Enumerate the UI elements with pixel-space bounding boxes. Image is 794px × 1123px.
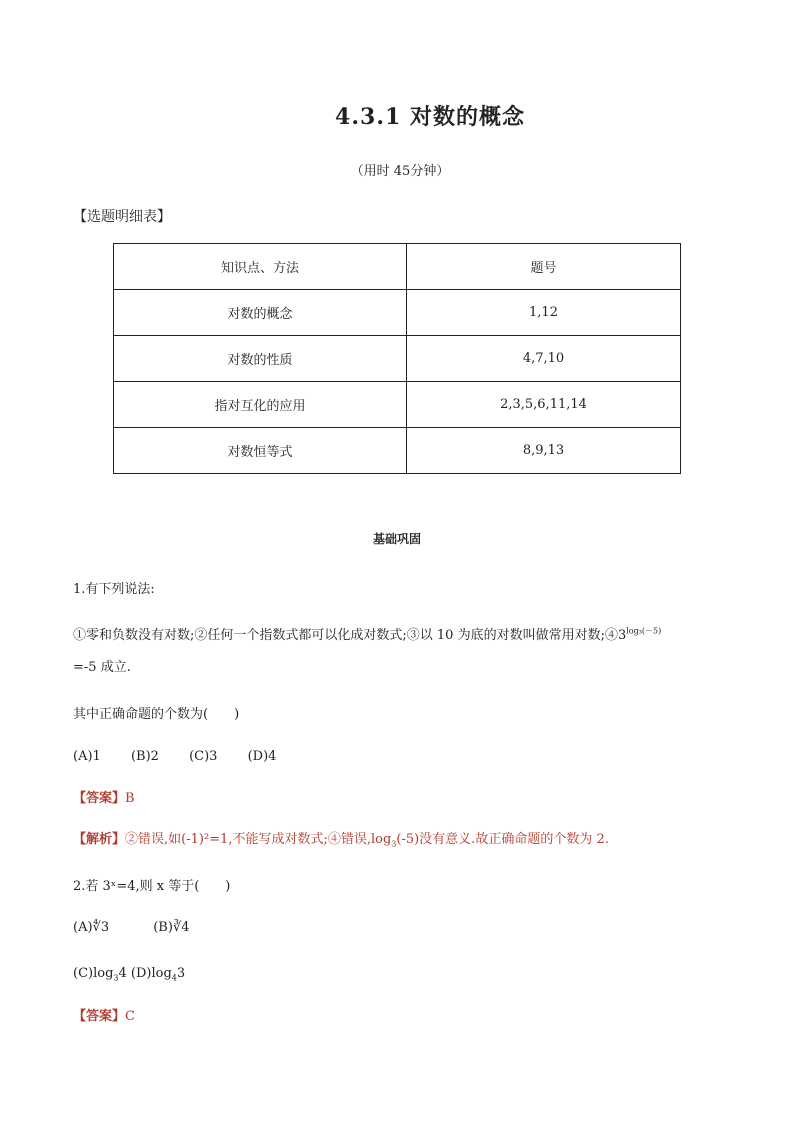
q1-analysis — [73, 828, 609, 849]
analysis-subscript: 3 — [391, 839, 397, 849]
table-cell: 4,7,10 — [407, 336, 681, 382]
topic-table — [113, 243, 681, 474]
table-row — [114, 382, 681, 428]
q1-exponent: log₃(－5) — [626, 626, 662, 636]
table-row — [114, 428, 681, 474]
table-header-row — [114, 244, 681, 290]
table-header: 题号 — [407, 244, 681, 290]
table-cell: 2,3,5,6,11,14 — [407, 382, 681, 428]
table-header: 知识点、方法 — [114, 244, 407, 290]
analysis-text: ②错误,如(-1)²=1,不能写成对数式;④错误,log — [125, 832, 392, 847]
answer-tag: 【答案】 — [73, 1009, 126, 1024]
q1-statements-text: ①零和负数没有对数;②任何一个指数式都可以化成对数式;③以 10 为底的对数叫做常用对数;④3 — [73, 628, 627, 643]
q2-stem: 2.若 3ˣ=4,则 x 等于( ) — [73, 879, 231, 894]
q1-option-b: (B)2 — [130, 749, 159, 764]
table-cell: 对数恒等式 — [114, 428, 407, 474]
section-heading: 基础巩固 — [372, 532, 421, 546]
table-cell: 对数的性质 — [114, 336, 407, 382]
q1-statements — [73, 624, 661, 643]
q1-option-d: (D)4 — [247, 749, 277, 764]
q1-option-c: (C)3 — [189, 749, 218, 764]
answer-value: C — [125, 1009, 135, 1024]
analysis-tag: 【解析】 — [73, 832, 126, 847]
table-cell: 对数的概念 — [114, 290, 407, 336]
q2-option-b: (B)∛4 — [153, 920, 190, 935]
q2-option-c-sub: 3 — [113, 973, 119, 983]
q2-option-c: (C)log — [73, 966, 114, 981]
table-row — [114, 336, 681, 382]
page-title: 4.3.1 对数的概念 — [335, 104, 525, 130]
q1-question: 其中正确命题的个数为( ) — [73, 707, 240, 722]
q2-option-d-tail: 3 — [176, 966, 186, 981]
q1-statements-cont: =-5 成立. — [73, 660, 131, 675]
topic-table-label: 【选题明细表】 — [73, 209, 171, 225]
q1-stem: 1.有下列说法: — [73, 582, 155, 597]
q2-option-c-tail: 4 — [118, 966, 127, 981]
answer-value: B — [125, 791, 135, 806]
time-note: （用时 45分钟） — [350, 164, 450, 179]
q2-answer — [73, 1005, 135, 1024]
q2-options-cd — [73, 966, 185, 983]
table-cell: 指对互化的应用 — [114, 382, 407, 428]
q2-option-a: (A)∜3 — [73, 920, 110, 935]
q1-options — [73, 749, 276, 764]
answer-tag: 【答案】 — [73, 791, 126, 806]
table-cell: 8,9,13 — [407, 428, 681, 474]
q1-option-a: (A)1 — [73, 749, 101, 764]
q2-option-d-sub: 4 — [171, 973, 177, 983]
table-row — [114, 290, 681, 336]
q2-option-d: (D)log — [126, 966, 172, 981]
q2-options-ab — [73, 920, 190, 935]
q1-answer — [73, 787, 135, 806]
analysis-text-cont: (-5)没有意义.故正确命题的个数为 2. — [396, 832, 609, 847]
table-cell: 1,12 — [407, 290, 681, 336]
